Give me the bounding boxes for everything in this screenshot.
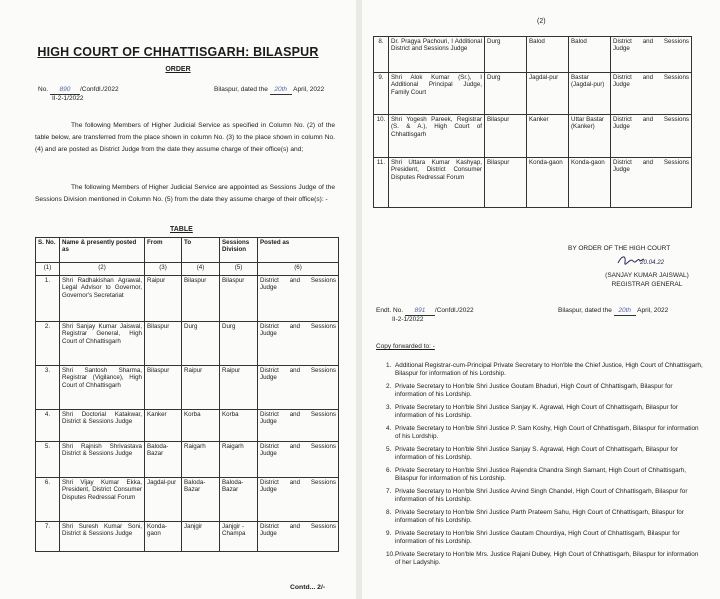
signature-date: 20.04.22: [640, 259, 665, 266]
endorsement-reference: Endt. No. 891 /Confdl./2022: [376, 307, 474, 316]
col-number: (6): [258, 263, 339, 276]
order-page-1: [0, 0, 356, 599]
list-item: 6. Private Secretary to Hon'ble Shri Justice Rajendra Chandra Singh Samant, High Court of Chhattisgarh, Bilaspur for information of his Lordship.: [386, 467, 687, 482]
list-item: 4. Private Secretary to Hon'ble Shri Justice P. Sam Koshy, High Court of Chhattisgarh, Bilaspur for information of his Lordship.: [386, 425, 699, 440]
col-header-sno: S. No.: [36, 238, 60, 263]
table-row: 7. Shri Suresh Kumar Soni, District & Sessions Judge Konda-gaon Janjgir Janjgir - Champa District and Sessions Judge: [36, 522, 339, 552]
col-number: (3): [145, 263, 182, 276]
table-row: 10. Shri Yogesh Pareek, Registrar (S. & A.), High Court of Chhattisgarh Bilaspur Kanker Uttar Bastar (Kanker) District and Sessions Judge: [374, 115, 692, 158]
table-row: 3. Shri Santosh Sharma, Registrar (Vigilance), High Court of Chhattisgarh Bilaspur Raipur Raipur District and Sessions Judge: [36, 366, 339, 410]
by-order-line: BY ORDER OF THE HIGH COURT: [568, 245, 671, 252]
copy-forwarded-heading: Copy forwarded to: -: [376, 343, 435, 350]
order-file-number: II-2-1/2022: [52, 95, 84, 102]
table-row: 11. Shri Uttara Kumar Kashyap, President, District Consumer Disputes Redressal Forum Bilaspur Konda-gaon Konda-gaon District and Sessions Judge: [374, 158, 692, 208]
endorsement-date: Bilaspur, dated the 20th April, 2022: [558, 307, 668, 316]
transfer-table-continued: [373, 36, 692, 208]
paragraph-transfer: The following Members of Higher Judicial Service as specified in Column No. (2) of the table below, are transferred from the place shown in column No. (3) to the place shown in column No. (4) and are posted as District Judge from the date they assume charge of their office(s) and;: [35, 122, 335, 153]
continued-note: Contd... 2/-: [290, 584, 326, 591]
col-header-division: Sessions Division: [220, 238, 258, 263]
order-page-2: [362, 0, 720, 599]
col-header-name: Name & presently posted as: [60, 238, 145, 263]
col-number: (4): [182, 263, 220, 276]
list-item: 2. Private Secretary to Hon'ble Shri Justice Goutam Bhaduri, High Court of Chhattisgarh, Bilaspur for information of his Lordship.: [386, 383, 673, 398]
table-row: 1. Shri Radhakishan Agrawal, Legal Advisor to Governor, Governor's Secretariat Raipur Bilaspur Bilaspur District and Sessions Judge: [36, 276, 339, 322]
col-number: (5): [220, 263, 258, 276]
table-row: 8. Dr. Pragya Pachouri, I Additional District and Sessions Judge Durg Balod Balod District and Sessions Judge: [374, 37, 692, 73]
table-row: 5. Shri Rajnish Shrivastava District & Sessions Judge Baloda-Bazar Raigarh Raigarh District and Sessions Judge: [36, 442, 339, 478]
order-reference: No. 890 /Confdl./2022: [38, 86, 119, 95]
registrar-name: (SANJAY KUMAR JAISWAL): [605, 272, 689, 279]
list-item: 1. Additional Registrar-cum-Principal Private Secretary to Hon'ble the Chief Justice, High Court of Chhattisgarh, Bilaspur for information of his Lordship.: [386, 362, 703, 377]
page-number: (2): [537, 18, 546, 25]
order-date: Bilaspur, dated the 20th April, 2022: [214, 86, 324, 95]
endorsement-file-number: II-2-1/2022: [392, 316, 424, 323]
list-item: 8. Private Secretary to Hon'ble Shri Justice Parth Prateem Sahu, High Court of Chhattisgarh, Bilaspur for information of his Lordship.: [386, 509, 684, 524]
list-item: 5. Private Secretary to Hon'ble Shri Justice Sanjay S. Agrawal, High Court of Chhattisgarh, Bilaspur for information of his Lordship.: [386, 446, 678, 461]
list-item: 10. Private Secretary to Hon'ble Mrs. Justice Rajani Dubey, High Court of Chhattisgarh, Bilaspur for information of her Ladyship.: [386, 551, 699, 566]
list-item: 3. Private Secretary to Hon'ble Shri Justice Sanjay K. Agrawal, High Court of Chhattisgarh, Bilaspur for information of his Lordship.: [386, 404, 678, 419]
col-header-from: From: [145, 238, 182, 263]
order-number: 890: [50, 86, 80, 95]
registrar-title: REGISTRAR GENERAL: [611, 281, 683, 288]
col-number: (2): [60, 263, 145, 276]
col-number: (1): [36, 263, 60, 276]
copy-list: [386, 362, 704, 572]
table-row: 6. Shri Vijay Kumar Ekka, President, District Consumer Disputes Redressal Forum Jagdal-pur Baloda-Bazar Baloda-Bazar District and Sessions Judge: [36, 478, 339, 522]
table-row: 4. Shri Doctorial Katakwar, District & Sessions Judge Kanker Korba Korba District and Sessions Judge: [36, 410, 339, 442]
list-item: 9. Private Secretary to Hon'ble Shri Justice Gautam Chourdiya, High Court of Chhattisgarh, Bilaspur for information of his Lordship.: [386, 530, 680, 545]
transfer-table: [35, 237, 339, 552]
col-header-to: To: [182, 238, 220, 263]
paragraph-appointment: The following Members of Higher Judicial Service are appointed as Sessions Judge of the Sessions Division mentioned in Column No. (5) from the date they assume charge of their office(s): -: [35, 184, 335, 203]
order-heading: ORDER: [165, 66, 191, 73]
list-item: 7. Private Secretary to Hon'ble Shri Justice Arvind Singh Chandel, High Court of Chhattisgarh, Bilaspur for information of his Lordship.: [386, 488, 688, 503]
endorsement-number: 891: [405, 307, 435, 316]
table-row: 2. Shri Sanjay Kumar Jaiswal, Registrar General, High Court of Chhattisgarh Bilaspur Durg Durg District and Sessions Judge: [36, 322, 339, 366]
registrar-signature: [616, 253, 706, 271]
col-header-posted: Posted as: [258, 238, 339, 263]
court-title: HIGH COURT OF CHHATTISGARH: BILASPUR: [37, 45, 319, 59]
table-row: 9. Shri Alok Kumar (Sr.), I Additional Principal Judge, Family Court Durg Jagdal-pur Bastar (Jagdal-pur) District and Sessions Judge: [374, 73, 692, 115]
table-heading: TABLE: [170, 226, 193, 233]
